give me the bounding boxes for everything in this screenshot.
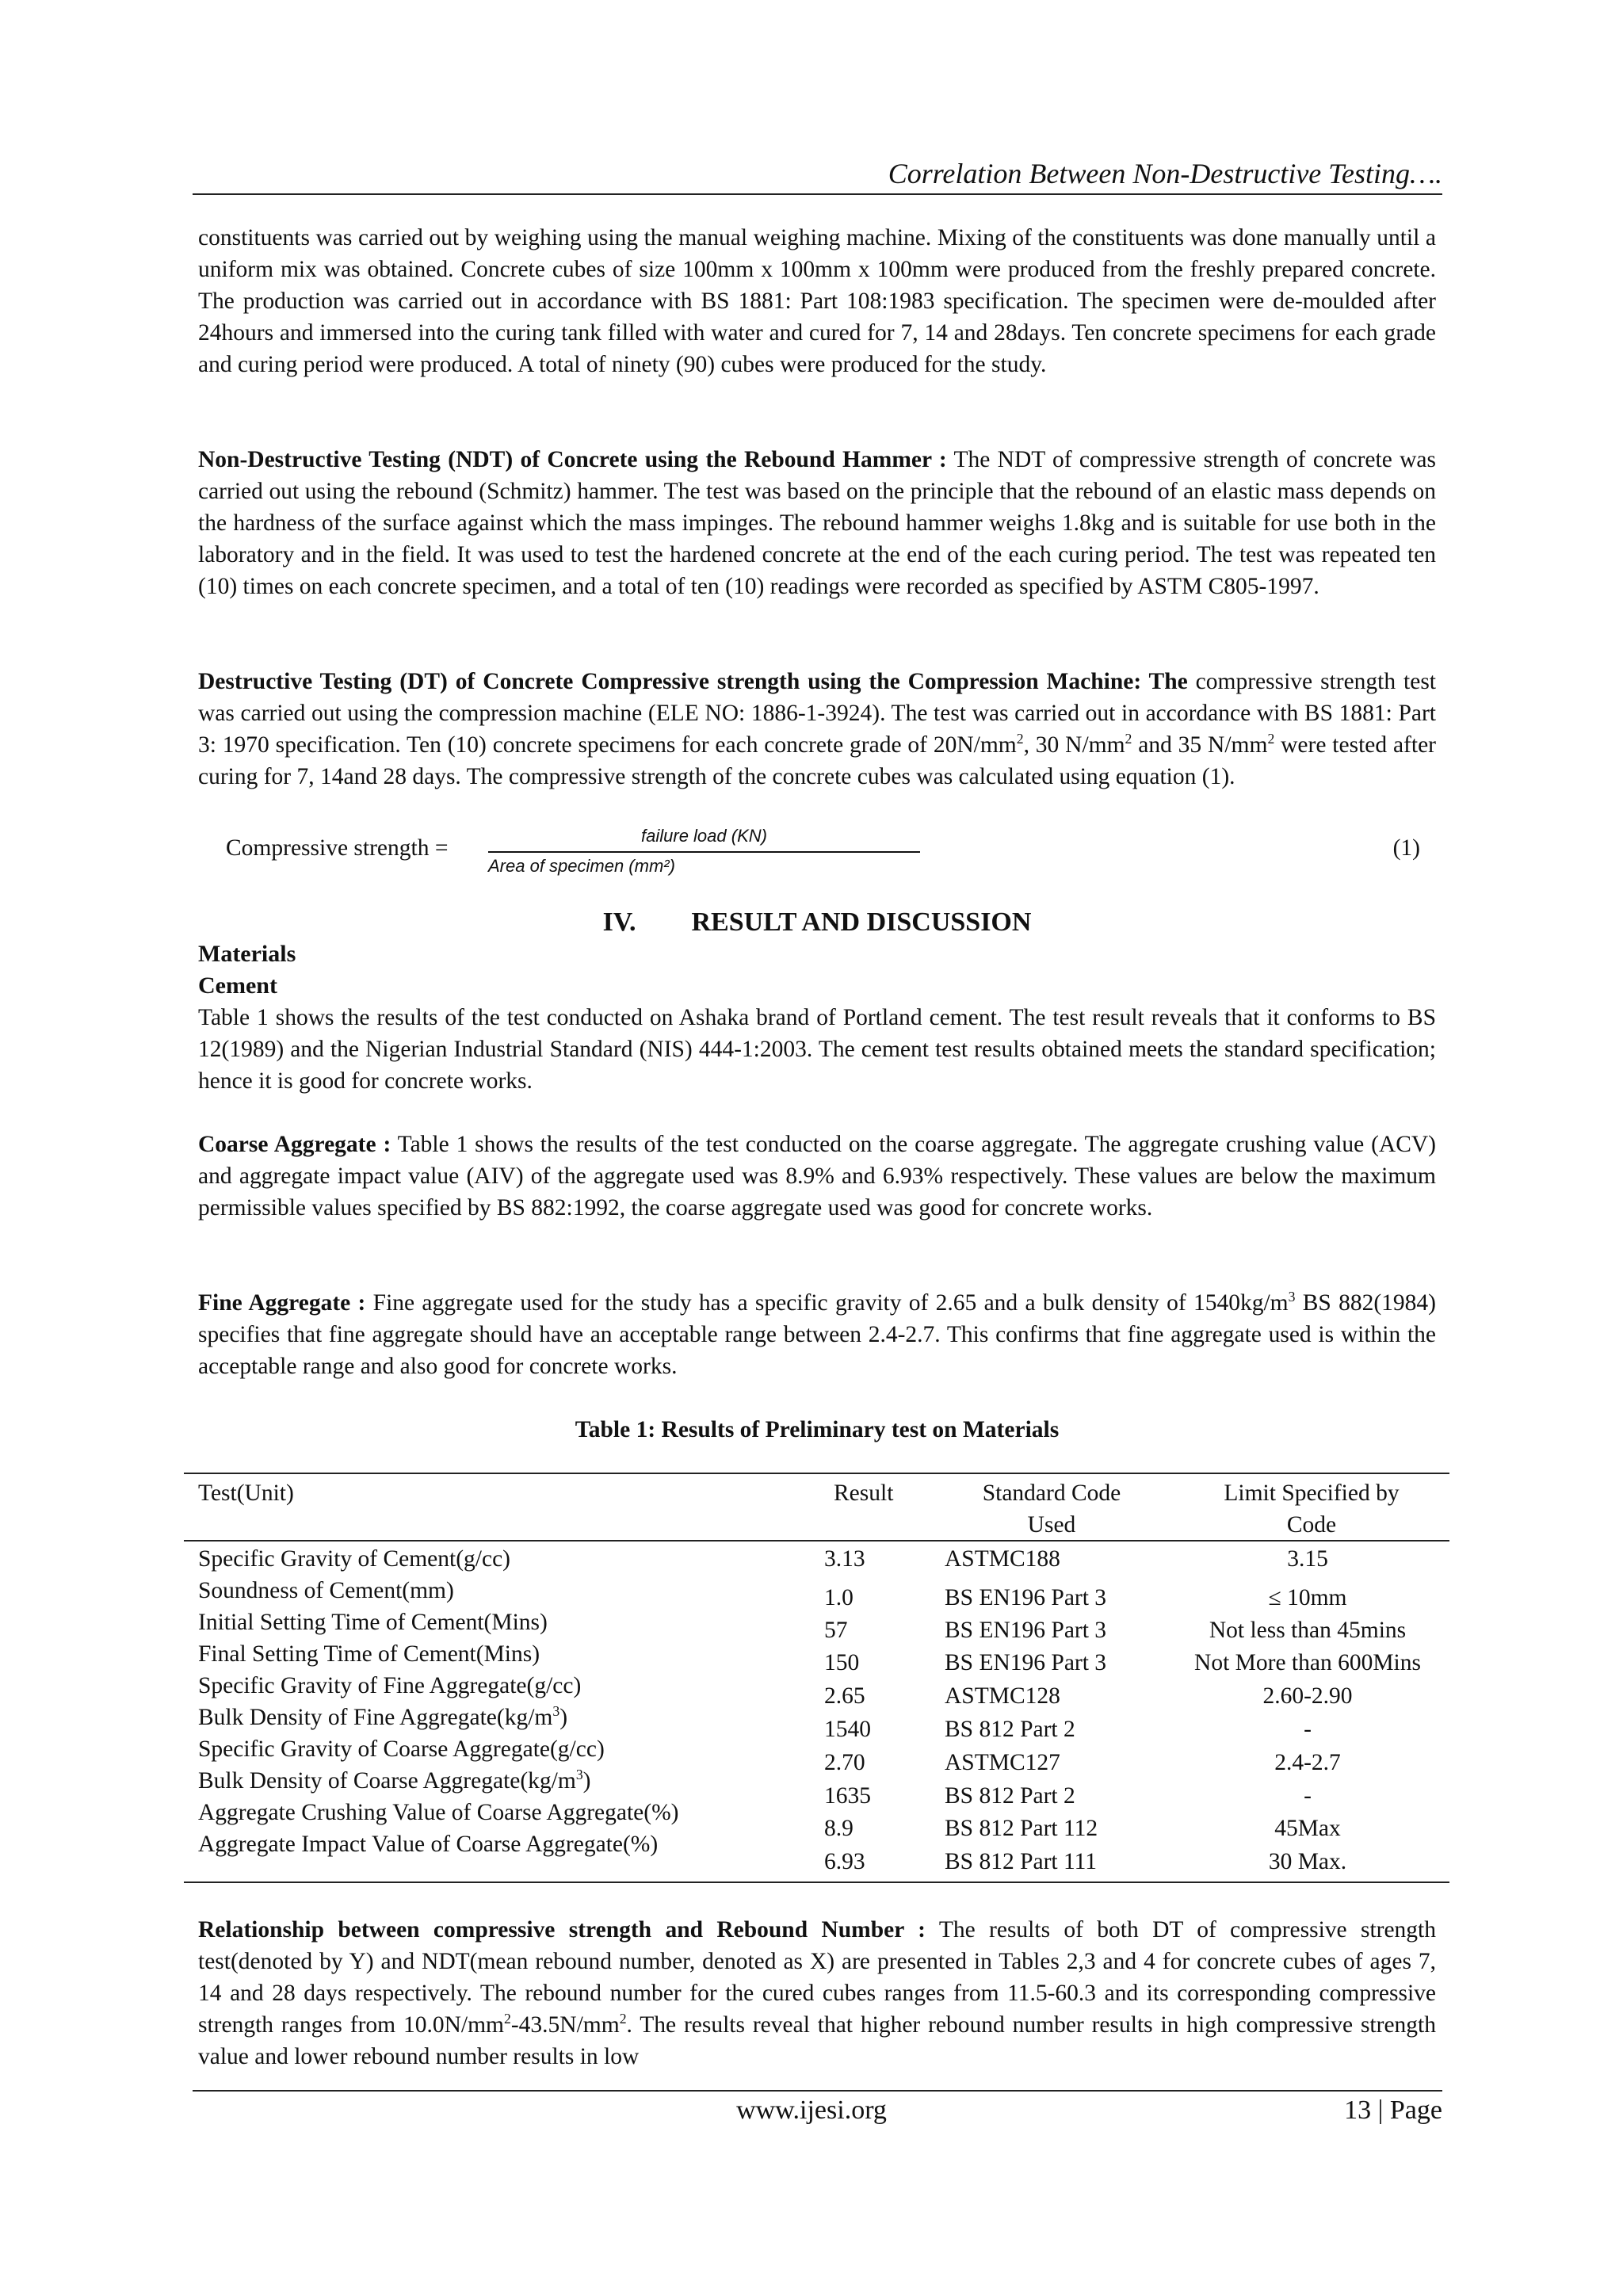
intro-paragraph xyxy=(198,222,1436,380)
dt-paragraph xyxy=(198,666,1436,793)
row-8-test xyxy=(198,1765,591,1797)
row-8-test-text: Bulk Density of Coarse Aggregate(kg/m xyxy=(198,1768,576,1794)
row-3-result: 57 xyxy=(824,1618,848,1643)
dt-text-4: were tested after curing for 7, 14and 28 days. The compressive strength of the concrete cubes was calculated using equation (1). xyxy=(198,732,1436,789)
header-test: Test(Unit) xyxy=(198,1480,294,1506)
row-3-code: BS EN196 Part 3 xyxy=(945,1618,1107,1643)
table-top-rule xyxy=(184,1473,1449,1474)
row-8-code: BS 812 Part 2 xyxy=(945,1783,1075,1809)
row-6-test-text: Bulk Density of Fine Aggregate(kg/m xyxy=(198,1705,553,1730)
row-2-code: BS EN196 Part 3 xyxy=(945,1585,1107,1610)
header-standard-code xyxy=(945,1477,1159,1541)
fine-heading: Fine Aggregate : xyxy=(198,1290,366,1316)
row-1-test: Specific Gravity of Cement(g/cc) xyxy=(198,1546,511,1572)
row-10-limit: 30 Max. xyxy=(1268,1849,1347,1874)
section-title: RESULT AND DISCUSSION xyxy=(691,907,1032,937)
header-result: Result xyxy=(834,1480,894,1506)
header-limit-line-2: Code xyxy=(1286,1512,1337,1538)
cement-heading: Cement xyxy=(198,972,277,999)
table-1-caption: Table 1: Results of Preliminary test on Materials xyxy=(575,1417,1060,1442)
row-6-code: BS 812 Part 2 xyxy=(945,1717,1075,1742)
cement-paragraph xyxy=(198,1002,1436,1097)
equation-label: Compressive strength = xyxy=(226,835,449,861)
row-8-test-sup: 3 xyxy=(575,1767,583,1783)
row-4-result: 150 xyxy=(824,1650,860,1675)
equation-1 xyxy=(198,824,1436,880)
header-rule xyxy=(193,193,1442,195)
row-1-result: 3.13 xyxy=(824,1546,865,1572)
row-4-limit: Not More than 600Mins xyxy=(1194,1650,1421,1675)
row-7-test: Specific Gravity of Coarse Aggregate(g/cc) xyxy=(198,1736,605,1762)
row-5-test: Specific Gravity of Fine Aggregate(g/cc) xyxy=(198,1673,582,1698)
footer-site: www.ijesi.org xyxy=(736,2095,887,2125)
relationship-heading: Relationship between compressive strength and Rebound Number : xyxy=(198,1917,926,1943)
row-7-limit: 2.4-2.7 xyxy=(1274,1750,1341,1775)
row-6-test xyxy=(198,1702,567,1733)
dt-sup-2: 2 xyxy=(1125,731,1132,747)
row-9-limit: 45Max xyxy=(1274,1816,1341,1841)
coarse-heading: Coarse Aggregate : xyxy=(198,1132,391,1157)
ndt-text: The NDT of compressive strength of concrete was carried out using the rebound (Schmitz) hammer. The test was based on the principle that the rebound of an elastic mass depends on the hardness of the surface against which the mass impinges. The rebound hammer weighs 1.8kg and is suitable for use both in the laboratory and in the field. It was used to test the hardened concrete at the end of the each curing period. The test was repeated ten (10) times on each concrete specimen, and a total of ten (10) readings were recorded as specified by ASTM C805-1997. xyxy=(198,447,1436,599)
row-4-code: BS EN196 Part 3 xyxy=(945,1650,1107,1675)
equation-number: (1) xyxy=(1392,835,1420,861)
header-limit xyxy=(1181,1477,1442,1541)
dt-sup-3: 2 xyxy=(1267,731,1275,747)
row-1-limit: 3.15 xyxy=(1287,1546,1328,1572)
running-title: Correlation Between Non-Destructive Testing…. xyxy=(888,158,1442,189)
header-limit-line-1: Limit Specified by xyxy=(1224,1480,1400,1506)
row-3-test: Initial Setting Time of Cement(Mins) xyxy=(198,1610,548,1635)
coarse-text: Table 1 shows the results of the test conducted on the coarse aggregate. The aggregate crushing value (ACV) and aggregate impact value (AIV) of the aggregate used was 8.9% and 6.93% respectively. These values are below the maximum permissible values specified by BS 882:1992, the coarse aggregate used was good for concrete works. xyxy=(198,1132,1437,1221)
row-8-test-end: ) xyxy=(582,1768,591,1794)
row-10-result: 6.93 xyxy=(824,1849,865,1874)
row-5-result: 2.65 xyxy=(824,1683,865,1709)
row-7-code: ASTMC127 xyxy=(945,1750,1060,1775)
row-7-result: 2.70 xyxy=(824,1750,865,1775)
row-6-limit: - xyxy=(1304,1717,1312,1742)
row-9-test: Aggregate Crushing Value of Coarse Aggregate(%) xyxy=(198,1800,679,1825)
row-2-result: 1.0 xyxy=(824,1585,854,1610)
cement-text: Table 1 shows the results of the test conducted on Ashaka brand of Portland cement. The test result reveals that it conforms to BS 12(1989) and the Nigerian Industrial Standard (NIS) 444-1:2003. The cement test results obtained meets the standard specification; hence it is good for concrete works. xyxy=(198,1005,1436,1094)
header-code-line-1: Standard Code xyxy=(982,1480,1121,1506)
coarse-aggregate-paragraph xyxy=(198,1129,1436,1224)
fraction-bar xyxy=(488,851,920,853)
row-8-result: 1635 xyxy=(824,1783,871,1809)
dt-heading: Destructive Testing (DT) of Concrete Compressive strength using the Compression Machine: The xyxy=(198,669,1188,694)
row-9-result: 8.9 xyxy=(824,1816,854,1841)
row-1-code: ASTMC188 xyxy=(945,1546,1060,1572)
equation-fraction xyxy=(488,824,920,881)
row-9-code: BS 812 Part 112 xyxy=(945,1816,1098,1841)
relationship-text-3: . The results reveal that higher rebound number results in high compressive strength value and lower rebound number results in low xyxy=(198,2012,1436,2069)
fine-text-2: BS 882(1984) specifies that fine aggregate should have an acceptable range between 2.4-2.7. This confirms that fine aggregate used is within the acceptable range and also good for concrete works. xyxy=(198,1290,1436,1379)
row-4-test: Final Setting Time of Cement(Mins) xyxy=(198,1641,540,1667)
dt-text-2: , 30 N/mm xyxy=(1023,732,1125,758)
relationship-paragraph xyxy=(198,1914,1436,2073)
fine-text-1: Fine aggregate used for the study has a specific gravity of 2.65 and a bulk density of 1540kg/m xyxy=(365,1290,1289,1316)
footer-rule xyxy=(193,2090,1442,2092)
header-code-line-2: Used xyxy=(1027,1512,1076,1538)
table-bottom-rule xyxy=(184,1881,1449,1883)
fine-aggregate-paragraph xyxy=(198,1287,1436,1382)
row-10-code: BS 812 Part 111 xyxy=(945,1849,1098,1874)
equation-numerator: failure load (KN) xyxy=(641,826,767,846)
section-number: IV. xyxy=(602,907,636,937)
row-2-limit: ≤ 10mm xyxy=(1268,1585,1347,1610)
equation-denominator: Area of specimen (mm²) xyxy=(488,856,675,876)
footer-page-number: 13 | Page xyxy=(1344,2095,1442,2125)
relationship-text-1: The results of both DT of compressive strength test(denoted by Y) and NDT(mean rebound number, denoted as X) are presented in Tables 2,3 and 4 for concrete cubes of ages 7, 14 and 28 days respectively. The rebound number for the cured cubes ranges from 11.5-60.3 and its corresponding compressive strength ranges from 10.0N/mm xyxy=(198,1917,1437,2038)
materials-heading: Materials xyxy=(198,941,296,967)
ndt-paragraph xyxy=(198,444,1436,602)
table-header-rule xyxy=(184,1540,1449,1541)
row-8-limit: - xyxy=(1304,1783,1312,1809)
dt-text-1: compressive strength test was carried out using the compression machine (ELE NO: 1886-1-3924). The test was carried out in accordance with BS 1881: Part 3: 1970 specification. Ten (10) concrete specimens for each concrete grade of 20N/mm xyxy=(198,669,1436,758)
relationship-sup-1: 2 xyxy=(504,2011,511,2027)
relationship-text-2: -43.5N/mm xyxy=(510,2012,620,2038)
row-2-test: Soundness of Cement(mm) xyxy=(198,1578,454,1603)
row-5-code: ASTMC128 xyxy=(945,1683,1060,1709)
ndt-heading: Non-Destructive Testing (NDT) of Concrete using the Rebound Hammer : xyxy=(198,447,947,472)
row-5-limit: 2.60-2.90 xyxy=(1262,1683,1353,1709)
row-6-test-sup: 3 xyxy=(552,1703,560,1720)
relationship-sup-2: 2 xyxy=(619,2011,627,2027)
dt-text-3: and 35 N/mm xyxy=(1132,732,1268,758)
row-10-test: Aggregate Impact Value of Coarse Aggregate(%) xyxy=(198,1832,659,1857)
intro-text: constituents was carried out by weighing using the manual weighing machine. Mixing of the constituents was done manually until a uniform mix was obtained. Concrete cubes of size 100mm x 100mm x 100mm were produced from the freshly prepared concrete. The production was carried out in accordance with BS 1881: Part 108:1983 specification. The specimen were de-moulded after 24hours and immersed into the curing tank filled with water and cured for 7, 14 and 28days. Ten concrete specimens for each grade and curing period were produced. A total of ninety (90) cubes were produced for the study. xyxy=(198,225,1436,377)
section-heading xyxy=(198,905,1436,940)
fine-sup: 3 xyxy=(1288,1289,1296,1305)
row-6-test-end: ) xyxy=(559,1705,568,1730)
row-3-limit: Not less than 45mins xyxy=(1209,1618,1407,1643)
dt-sup-1: 2 xyxy=(1016,731,1024,747)
row-6-result: 1540 xyxy=(824,1717,871,1742)
